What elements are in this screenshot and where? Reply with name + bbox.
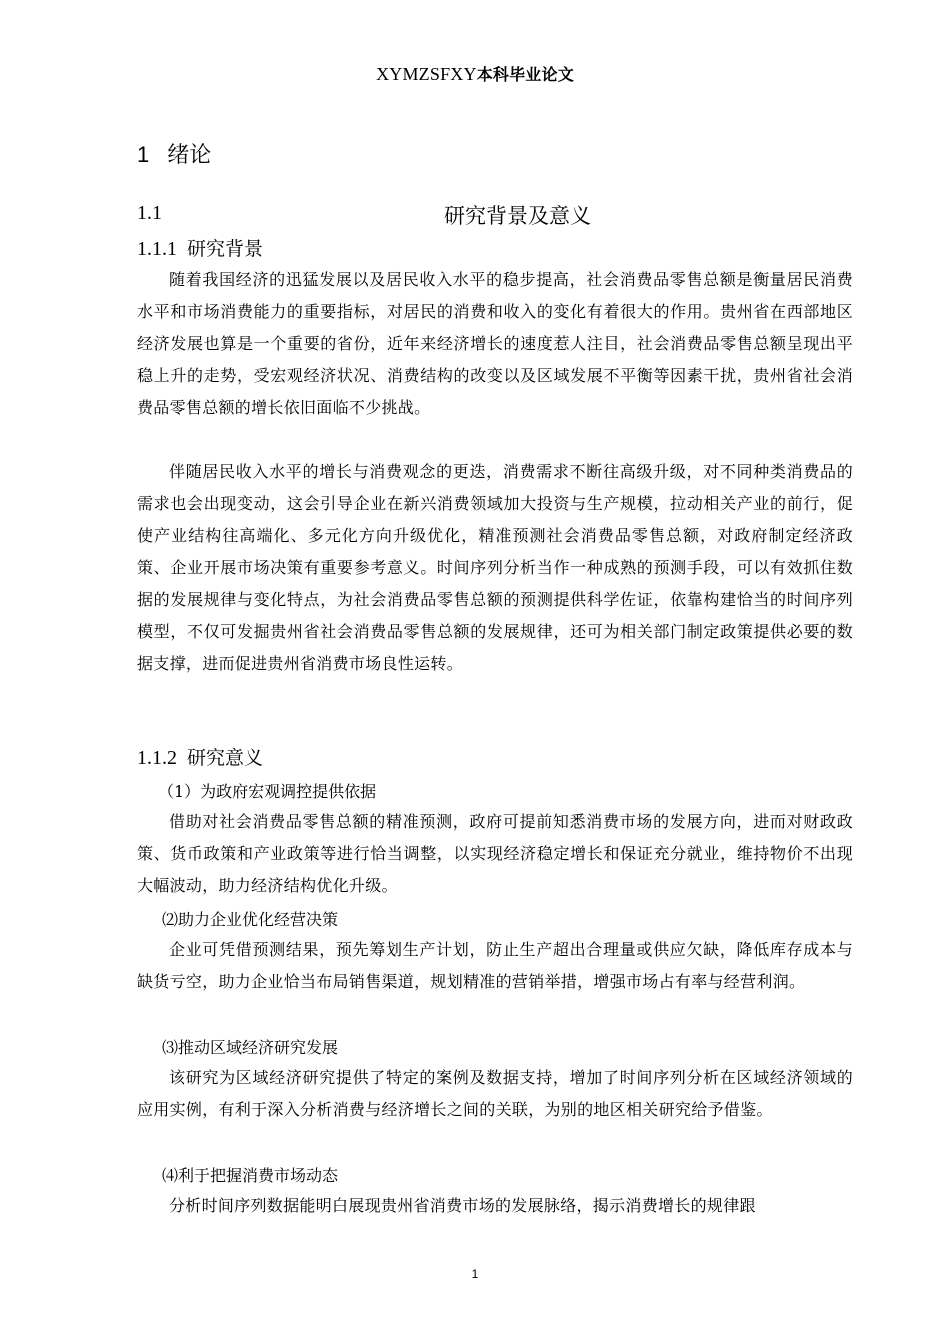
- chapter-number: 1: [137, 142, 150, 167]
- subsection-heading-significance: [137, 743, 263, 770]
- subsection-heading-background: [137, 234, 263, 261]
- subsection-title: 研究背景: [187, 238, 264, 260]
- item-text-2: 企业可凭借预测结果，预先筹划生产计划，防止生产超出合理量或供应欠缺，降低库存成本与缺货亏空，助力企业恰当布局销售渠道，规划精准的营销举措，增强市场占有率与经营利润。: [137, 940, 853, 991]
- item-heading-1: （1）为政府宏观调控提供依据: [158, 782, 377, 801]
- header-doc-type: 本科毕业论文: [476, 65, 574, 84]
- paragraph-background-2: 伴随居民收入水平的增长与消费观念的更迭，消费需求不断往高级升级，对不同种类消费品的需求也会出现变动，这会引导企业在新兴消费领域加大投资与生产规模，拉动相关产业的前行，促使产业结构往高端化、多元化方向升级优化，精准预测社会消费品零售总额，对政府制定经济政策、企业开展市场决策有重要参考意义。时间序列分析当作一种成熟的预测手段，可以有效抓住数据的发展规律与变化特点，为社会消费品零售总额的预测提供科学佐证，依靠构建恰当的时间序列模型，不仅可发掘贵州省社会消费品零售总额的发展规律，还可为相关部门制定政策提供必要的数据支撑，进而促进贵州省消费市场良性运转。: [137, 462, 853, 673]
- paragraph-background-1: 随着我国经济的迅猛发展以及居民收入水平的稳步提高，社会消费品零售总额是衡量居民消费水平和市场消费能力的重要指标，对居民的消费和收入的变化有着很大的作用。贵州省在西部地区经济发展也算是一个重要的省份，近年来经济增长的速度惹人注目，社会消费品零售总额呈现出平稳上升的走势，受宏观经济状况、消费结构的改变以及区域发展不平衡等因素干扰，贵州省社会消费品零售总额的增长依旧面临不少挑战。: [137, 270, 853, 417]
- subsection-number: 1.1.1: [137, 238, 177, 260]
- item-heading-3: ⑶推动区域经济研究发展: [162, 1038, 339, 1057]
- item-text-4: 分析时间序列数据能明白展现贵州省消费市场的发展脉络，揭示消费增长的规律跟: [169, 1196, 756, 1215]
- section-number: 1.1: [137, 202, 162, 224]
- subsection-title: 研究意义: [187, 747, 264, 769]
- page-number: 1: [471, 1267, 479, 1281]
- chapter-title: 绪论: [167, 143, 212, 168]
- item-text-3: 该研究为区域经济研究提供了特定的案例及数据支持，增加了时间序列分析在区域经济领域的应用实例，有利于深入分析消费与经济增长之间的关联，为别的地区相关研究给予借鉴。: [137, 1068, 853, 1119]
- item-text-1: 借助对社会消费品零售总额的精准预测，政府可提前知悉消费市场的发展方向，进而对财政政策、货币政策和产业政策等进行恰当调整，以实现经济稳定增长和保证充分就业，维持物价不出现大幅波动，助力经济结构优化升级。: [137, 812, 853, 895]
- item-heading-4: ⑷利于把握消费市场动态: [162, 1166, 339, 1185]
- chapter-heading: [137, 138, 211, 169]
- item-heading-2: ⑵助力企业优化经营决策: [162, 910, 339, 929]
- subsection-number: 1.1.2: [137, 747, 177, 769]
- running-header: [0, 62, 950, 85]
- section-title: 研究背景及意义: [444, 204, 591, 228]
- header-school-code: XYMZSFXY: [376, 64, 477, 84]
